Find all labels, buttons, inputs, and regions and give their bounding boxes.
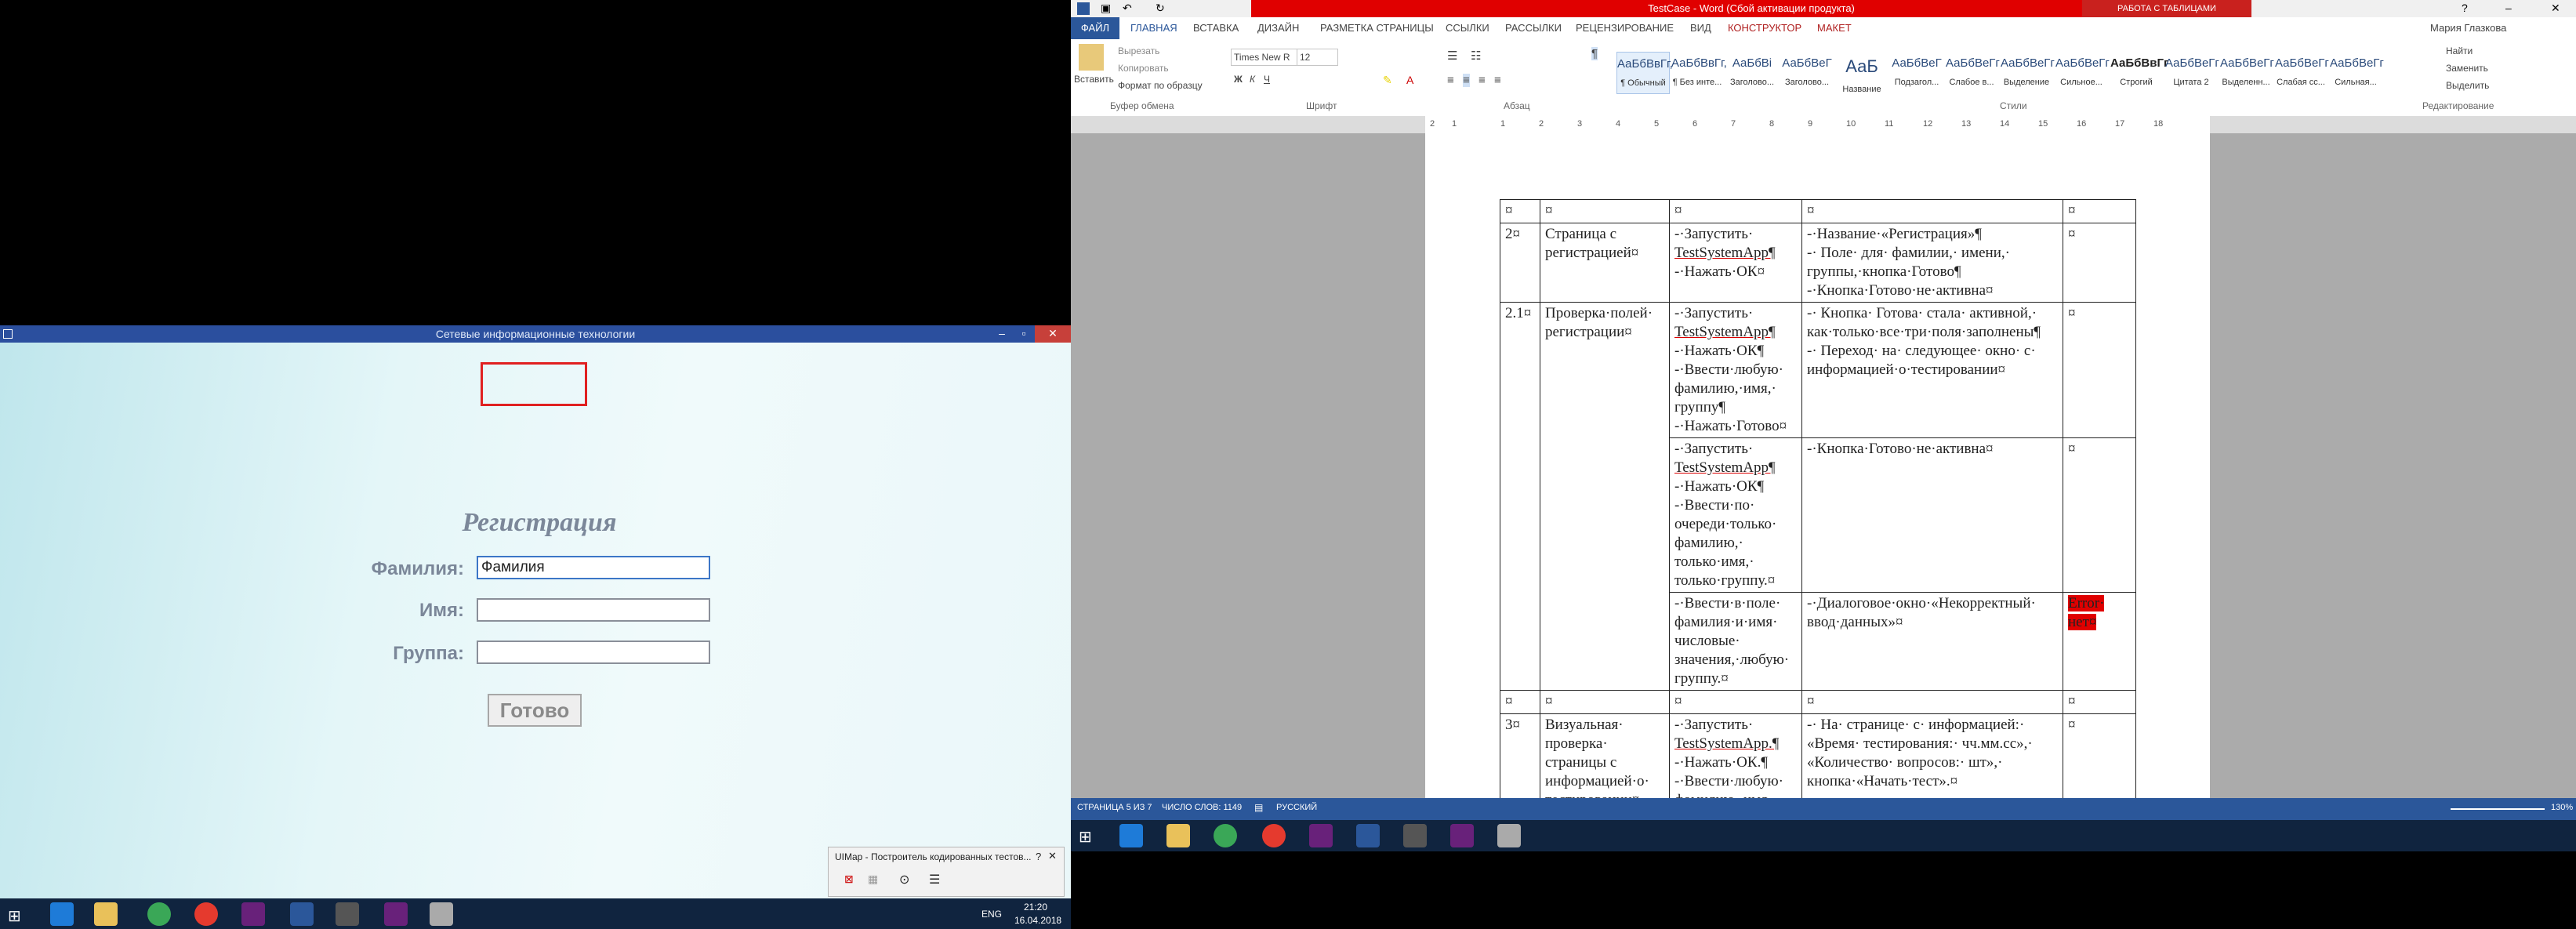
find-button[interactable]: Найти [2446,45,2473,56]
tab-references[interactable]: ССЫЛКИ [1446,22,1489,34]
test-case-table [1500,199,2136,812]
style-tile[interactable]: АаБбВеГг Слабое в... [1946,56,2000,87]
table-cell[interactable] [1802,223,2063,303]
clipboard-group-label: Буфер обмена [1110,100,1174,111]
word-title: TestCase - Word (Сбой активации продукта) [1251,0,2251,17]
tab-view[interactable]: ВИД [1690,22,1711,34]
align-center-icon[interactable]: ≡ [1463,74,1470,87]
style-tile[interactable]: АаБбВеГг Выделенн... [2220,56,2274,87]
bold-button[interactable]: Ж [1234,74,1243,85]
test-builder-icon[interactable] [1497,824,1521,847]
table-cell[interactable] [1670,223,1802,303]
paragraph-group-label: Абзац [1504,100,1530,111]
table-cell[interactable]: ¤ [1670,691,1802,714]
done-button[interactable]: Готово [488,694,582,727]
table-cell[interactable]: Проверка·полей· регистрации¤ [1540,303,1670,691]
select-button[interactable]: Выделить [2446,80,2490,91]
target-icon[interactable]: ⊙ [899,873,910,887]
table-cell[interactable] [1802,593,2063,691]
close-icon[interactable]: ✕ [1035,325,1071,343]
test-builder-icon[interactable] [430,902,453,926]
zoom-slider[interactable] [2451,808,2545,810]
style-tile[interactable]: АаБбВеГ Заголово... [1782,56,1832,87]
style-tile[interactable]: АаБбВеГ Подзагол... [1892,56,1942,87]
style-tile[interactable]: АаБбВеГг Цитата 2 [2165,56,2219,87]
ruler-mark: 2 [1430,119,1435,129]
font-color-icon[interactable]: A [1406,74,1414,86]
right-monitor [1071,0,2576,929]
name-label: Имя: [419,600,464,621]
cell-line: TestSystemApp¶ [1674,245,1776,261]
tab-review[interactable]: РЕЦЕНЗИРОВАНИЕ [1576,22,1674,34]
ruler-mark: 16 [2077,119,2087,129]
cell-line: TestSystemApp¶ [1674,324,1776,340]
notepad-icon[interactable] [1403,824,1427,847]
cell-line: -·Запустить· [1674,717,1754,733]
yandex-icon[interactable] [1262,824,1286,847]
table-cell[interactable]: Визуальная· проверка· страницы с информацией·о· [1540,714,1670,812]
visual-studio-icon[interactable] [384,902,408,926]
cell-line: -·Ввести·по· очереди·только· фамилию,· только·имя,· только·группу.¤ [1674,497,1777,589]
table-cell[interactable]: ¤ [2063,223,2136,303]
cell-line: -·Ввести·любую· фамилию,·имя,· группу¶ [1674,361,1783,416]
table-cell[interactable]: ¤ [1802,691,2063,714]
cell-line: -·Запустить· [1674,305,1754,321]
tab-table-layout[interactable]: МАКЕТ [1817,22,1852,34]
visual-studio-icon[interactable] [1450,824,1474,847]
language-indicator[interactable]: ENG [981,909,1003,920]
ruler-mark: 18 [2153,119,2164,129]
align-left-icon[interactable]: ≡ [1447,74,1454,87]
ruler-mark: 6 [1693,119,1698,129]
generate-code-icon[interactable]: ☰ [929,873,941,887]
ribbon-tabs [1071,17,2576,40]
table-row [1500,714,2136,812]
table-cell[interactable] [1670,714,1802,812]
table-cell[interactable]: ¤ [1540,691,1670,714]
table-cell[interactable] [1802,438,2063,593]
tab-mailings[interactable]: РАССЫЛКИ [1505,22,1562,34]
cell-line: -· Кнопка· Готова· стала· активной,· как·только·все·три·поля·заполнены¶ [1807,305,2041,340]
cell-line: -·Запустить· [1674,226,1754,242]
table-cell[interactable]: ¤ [1540,200,1670,223]
cell-line: -·Нажать·ОК¶ [1674,478,1765,495]
explorer-icon[interactable] [1166,824,1190,847]
table-cell[interactable]: ¤ [1500,200,1540,223]
ruler-mark: 3 [1577,119,1583,129]
table-cell[interactable]: 3¤ [1500,714,1540,812]
style-tile[interactable]: АаБбВвГг, ¶ Обычный [1616,52,1670,94]
align-right-icon[interactable]: ≡ [1478,74,1486,87]
ruler-mark: 10 [1846,119,1856,129]
window-titlebar[interactable] [0,325,1071,343]
user-name[interactable]: Мария Глазкова [2430,22,2507,34]
table-cell[interactable]: Страница с регистрацией¤ [1540,223,1670,303]
cell-line: TestSystemApp¶ [1674,459,1776,476]
ruler-mark: 1 [1500,119,1506,129]
table-cell[interactable]: ¤ [2063,438,2136,593]
numbering-icon[interactable]: ☷ [1471,49,1482,63]
chrome-icon[interactable] [1214,824,1237,847]
table-cell[interactable]: 2¤ [1500,223,1540,303]
table-cell[interactable] [1670,438,1802,593]
ruler-mark: 9 [1808,119,1813,129]
windows-start-icon[interactable]: ⊞ [8,908,21,925]
font-group-label: Шрифт [1306,100,1337,111]
visual-studio-icon[interactable] [241,902,265,926]
cell-line: -·Кнопка·Готово·не·активна¤ [1807,282,1994,299]
screen-bottom-area [1071,851,2576,929]
zoom-level[interactable]: 130% [2551,803,2574,812]
clock-date[interactable]: 16.04.2018 [1014,915,1062,926]
visual-studio-icon[interactable] [1309,824,1333,847]
status-bar [1071,798,2576,820]
show-marks-icon[interactable]: ¶ [1591,47,1598,60]
window-controls [2451,0,2576,17]
word-icon[interactable] [1356,824,1380,847]
table-cell[interactable]: 2.1¤ [1500,303,1540,691]
cell-line: -·Запустить· [1674,441,1754,457]
cell-line: -·Диалоговое·окно·«Некорректный· ввод·данных»¤ [1807,595,2036,630]
cell-line: -·Ввести·любую· [1674,773,1783,789]
ie-icon[interactable] [1119,824,1143,847]
tab-layout[interactable]: РАЗМЕТКА СТРАНИЦЫ [1320,22,1434,34]
error-result: Error· нет¤ [2068,595,2105,630]
font-name-select[interactable]: Times New R [1231,49,1297,66]
style-tile[interactable]: АаБбВеГг Слабая сс... [2275,56,2329,87]
registration-window [0,325,1071,898]
table-cell[interactable]: ¤ [1670,200,1802,223]
ruler-mark: 11 [1885,119,1894,129]
close-icon[interactable]: ✕ [2551,2,2560,14]
redo-icon[interactable]: ↻ [1156,2,1165,14]
tab-home[interactable]: ГЛАВНАЯ [1130,22,1177,34]
stop-record-icon[interactable]: ⊠ [844,873,854,885]
save-icon[interactable]: ▣ [1101,2,1112,14]
style-tile[interactable]: АаБбВвГг, ¶ Без инте... [1671,56,1727,87]
style-tile[interactable]: АаБбВі Заголово... [1729,56,1775,87]
replace-button[interactable]: Заменить [2446,63,2488,74]
styles-gallery [1616,42,2400,97]
style-tile[interactable]: АаБ Название [1842,56,1881,94]
styles-group-label: Стили [2000,100,2027,111]
ruler-mark: 7 [1731,119,1736,129]
copy-button[interactable]: Копировать [1118,63,1169,74]
yandex-icon[interactable] [194,902,218,926]
table-cell[interactable]: ¤ [2063,691,2136,714]
ruler-mark: 5 [1654,119,1660,129]
document-page[interactable] [1425,133,2210,798]
horizontal-ruler[interactable] [1425,116,2210,133]
underline-button[interactable]: Ч [1264,74,1270,85]
cell-line: -·Нажать·ОК¶ [1674,343,1765,359]
table-cell[interactable]: ¤ [2063,200,2136,223]
maximize-icon[interactable]: ▫ [1021,327,1026,339]
style-tile[interactable]: АаБбВеГг Сильное... [2055,56,2110,87]
style-tile[interactable]: АаБбВвГг Строгий [2110,56,2169,87]
table-cell[interactable]: ¤ [1500,691,1540,714]
paste-button[interactable]: Вставить [1074,74,1114,85]
table-row [1500,223,2136,303]
table-row [1500,691,2136,714]
tab-file[interactable]: ФАЙЛ [1071,17,1119,39]
undo-icon[interactable]: ↶ [1123,2,1132,14]
cell-line: TestSystemApp.¶ [1674,735,1780,752]
pause-icon[interactable]: ▦ [868,873,879,885]
table-cell[interactable] [2063,593,2136,691]
minimize-icon[interactable]: – [2505,2,2512,14]
word-icon[interactable] [290,902,314,926]
cell-line: -· Переход· на· следующее· окно· с· информацией·о·тестировании¤ [1807,343,2036,378]
cell-line: -·Ввести·в·поле· фамилия·и·имя· числовые· значения,·любую· группу.¤ [1674,595,1790,687]
paste-icon[interactable] [1079,44,1104,71]
table-tools-label: РАБОТА С ТАБЛИЦАМИ [2082,0,2251,17]
ruler-mark: 13 [1961,119,1972,129]
ruler-mark: 17 [2115,119,2125,129]
ruler-mark: 15 [2038,119,2048,129]
windows-start-icon[interactable]: ⊞ [1079,829,1092,846]
ruler-mark: 8 [1769,119,1775,129]
help-icon[interactable]: ? [2462,2,2468,14]
ruler-mark: 4 [1616,119,1621,129]
cell-line: -·Нажать·ОК.¶ [1674,754,1768,771]
explorer-icon[interactable] [94,902,118,926]
bullets-icon[interactable]: ☰ [1447,49,1458,63]
ruler-mark: 14 [2000,119,2010,129]
word-count[interactable]: ЧИСЛО СЛОВ: 1149 [1162,803,1243,812]
justify-icon[interactable]: ≡ [1494,74,1501,87]
proofing-icon[interactable]: ▤ [1254,802,1264,813]
tab-design[interactable]: ДИЗАЙН [1257,22,1300,34]
notepad-icon[interactable] [336,902,359,926]
ie-icon[interactable] [50,902,74,926]
table-cell[interactable]: ¤ [2063,714,2136,812]
chrome-icon[interactable] [147,902,171,926]
minimize-icon[interactable]: – [999,327,1005,339]
group-label: Группа: [393,643,464,664]
table-cell[interactable]: ¤ [2063,303,2136,438]
table-cell[interactable]: ¤ [1802,200,2063,223]
help-icon[interactable]: ? [1036,851,1042,862]
table-cell[interactable] [1670,593,1802,691]
ruler-mark: 12 [1923,119,1933,129]
ruler-mark: 2 [1539,119,1544,129]
cell-line: -· Поле· для· фамилии,· имени,· группы,·кнопка·Готово¶ [1807,245,2010,280]
surname-label: Фамилия: [371,558,464,579]
table-row [1500,200,2136,223]
group-input[interactable] [477,641,710,664]
format-painter-button[interactable]: Формат по образцу [1118,80,1203,91]
table-cell[interactable] [1670,303,1802,438]
ruler-mark: 1 [1452,119,1457,129]
word-icon [1077,2,1090,15]
window-title: Сетевые информационные технологии [435,328,636,340]
ribbon [1071,39,2576,117]
font-size-select[interactable]: 12 [1297,49,1338,66]
cell-line: -· На· странице· с· информацией:· «Время· тестирования:· чч.мм.сс»,· «Количество· вопросов:· шт»,· кнопка·«Начать·тест».¤ [1807,717,2033,789]
taskbar [0,898,1071,929]
name-input[interactable] [477,598,710,622]
tab-insert[interactable]: ВСТАВКА [1193,22,1239,34]
cell-line: -·Название·«Регистрация»¶ [1807,226,1982,242]
cut-button[interactable]: Вырезать [1118,45,1160,56]
uimap-title: UIMap - Построитель кодированных тестов... [835,851,1032,862]
left-monitor [0,0,1071,929]
page-title: Регистрация [462,508,617,537]
surname-input[interactable] [477,556,710,579]
cell-line: -·Нажать·Готово¤ [1674,418,1787,434]
page-count[interactable]: СТРАНИЦА 5 ИЗ 7 [1077,803,1152,812]
language-status[interactable]: РУССКИЙ [1276,803,1318,812]
uimap-panel [828,847,1065,897]
style-tile[interactable]: АаБбВеГг Сильная... [2330,56,2384,87]
editing-group-label: Редактирование [2422,100,2494,111]
error-placeholder-box [481,362,587,406]
highlight-icon[interactable]: ✎ [1383,74,1392,86]
close-icon[interactable]: ✕ [1048,850,1057,862]
table-cell[interactable] [1802,714,2063,812]
table-cell[interactable] [1802,303,2063,438]
table-row [1500,303,2136,438]
cell-line: -·Нажать·ОК¤ [1674,263,1765,280]
italic-button[interactable]: К [1250,74,1256,85]
tab-table-design[interactable]: КОНСТРУКТОР [1728,22,1802,34]
cell-line: -·Кнопка·Готово·не·активна¤ [1807,441,1994,457]
clock-time[interactable]: 21:20 [1024,902,1048,913]
style-tile[interactable]: АаБбВеГг Выделение [2001,56,2055,87]
taskbar [1071,820,2576,851]
